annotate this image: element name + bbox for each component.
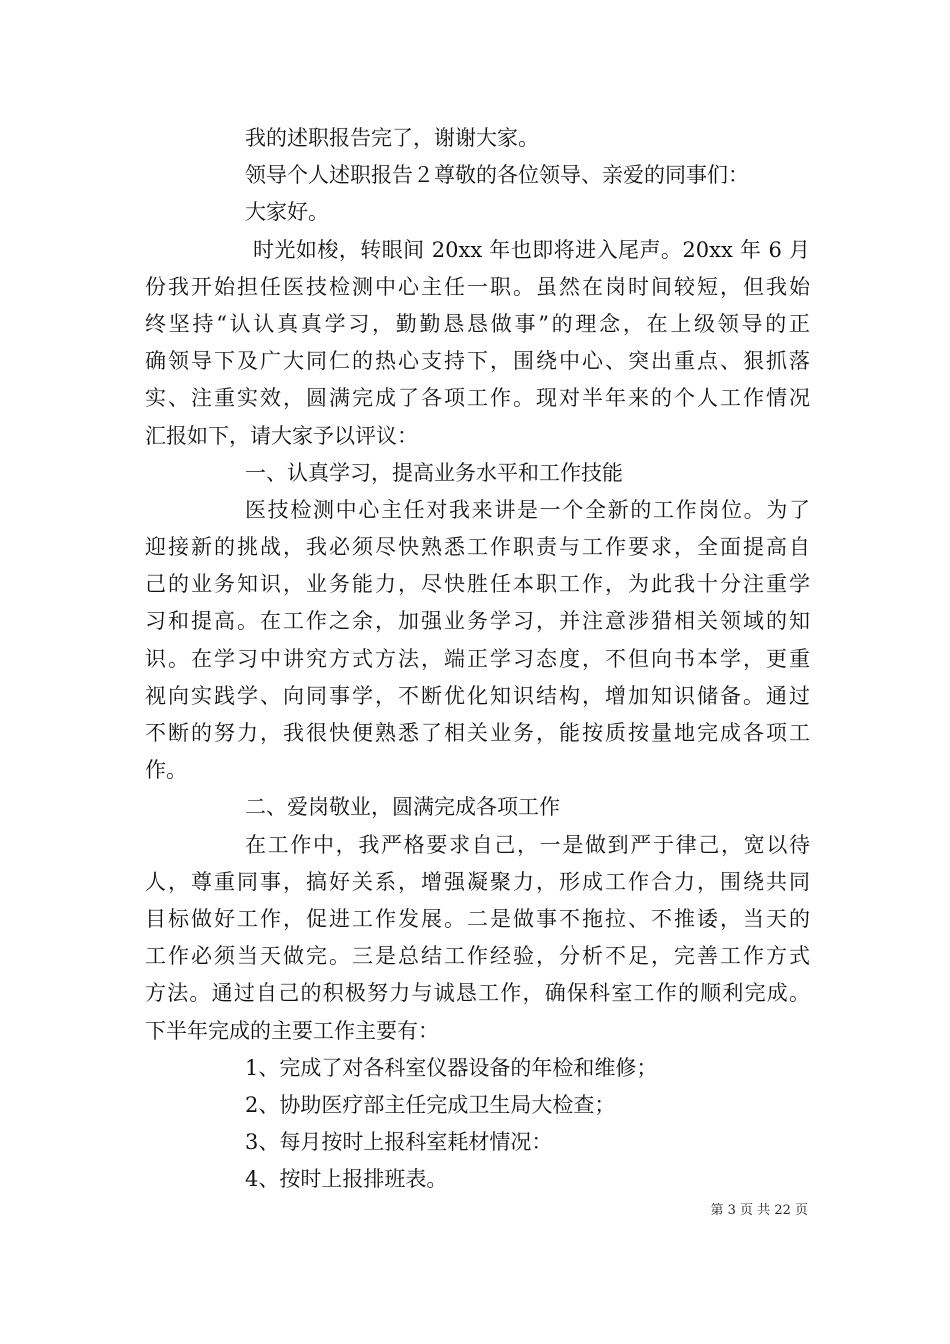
paragraph-line: 识。在学习中讲究方式方法，端正学习态度，不但向书本学，更重 xyxy=(145,646,810,671)
paragraph-line: 下半年完成的主要工作主要有： xyxy=(145,1018,439,1043)
list-item: 1、完成了对各科室仪器设备的年检和维修； xyxy=(245,1055,658,1080)
greeting: 大家好。 xyxy=(245,200,329,225)
paragraph-line: 实、注重实效，圆满完成了各项工作。现对半年来的个人工作情况 xyxy=(145,386,810,411)
paragraph-line: 目标做好工作，促进工作发展。二是做事不拖拉、不推诿，当天的 xyxy=(145,906,810,931)
section-heading-1: 一、认真学习，提高业务水平和工作技能 xyxy=(245,460,623,485)
paragraph-line: 确领导下及广大同仁的热心支持下，围绕中心、突出重点、狠抓落 xyxy=(145,349,810,374)
paragraph-line: 汇报如下，请大家予以评议： xyxy=(145,423,418,448)
paragraph-line: 迎接新的挑战，我必须尽快熟悉工作职责与工作要求，全面提高自 xyxy=(145,535,810,560)
section-heading-2: 二、爱岗敬业，圆满完成各项工作 xyxy=(245,795,560,820)
closing-sentence: 我的述职报告完了，谢谢大家。 xyxy=(245,126,539,150)
paragraph-line: 工作必须当天做完。三是总结工作经验，分析不足，完善工作方式 xyxy=(145,944,810,969)
paragraph-line: 人，尊重同事，搞好关系，增强凝聚力，形成工作合力，围绕共同 xyxy=(145,869,810,894)
list-item: 2、协助医疗部主任完成卫生局大检查； xyxy=(245,1092,616,1117)
paragraph-line: 作。 xyxy=(145,758,187,783)
paragraph-line: 份我开始担任医技检测中心主任一职。虽然在岗时间较短，但我始 xyxy=(145,274,810,299)
document-body xyxy=(145,120,810,1198)
paragraph-line: 视向实践学、向同事学，不断优化知识结构，增加知识储备。通过 xyxy=(145,683,810,708)
paragraph-line: 医技检测中心主任对我来讲是一个全新的工作岗位。为了 xyxy=(245,497,810,522)
list-item: 3、每月按时上报科室耗材情况： xyxy=(245,1130,553,1155)
paragraph-line: 己的业务知识，业务能力，尽快胜任本职工作，为此我十分注重学 xyxy=(145,572,810,597)
paragraph-line: 不断的努力，我很快便熟悉了相关业务，能按质按量地完成各项工 xyxy=(145,721,810,745)
paragraph-line: 在工作中，我严格要求自己，一是做到严于律己，宽以待 xyxy=(245,832,810,857)
paragraph-line: 终坚持“认认真真学习，勤勤恳恳做事”的理念，在上级领导的正 xyxy=(145,311,810,336)
page-number-footer: 第 3 页 共 22 页 xyxy=(710,1203,808,1218)
report-title-salutation: 领导个人述职报告２尊敬的各位领导、亲爱的同事们： xyxy=(245,163,749,188)
paragraph-line: 时光如梭，转眼间 20xx 年也即将进入尾声。20xx 年 6 月 xyxy=(253,237,810,262)
paragraph-line: 习和提高。在工作之余，加强业务学习，并注意涉猎相关领域的知 xyxy=(145,609,810,634)
paragraph-line: 方法。通过自己的积极努力与诚恳工作，确保科室工作的顺利完成。 xyxy=(145,981,810,1006)
list-item: 4、按时上报排班表。 xyxy=(245,1167,448,1192)
